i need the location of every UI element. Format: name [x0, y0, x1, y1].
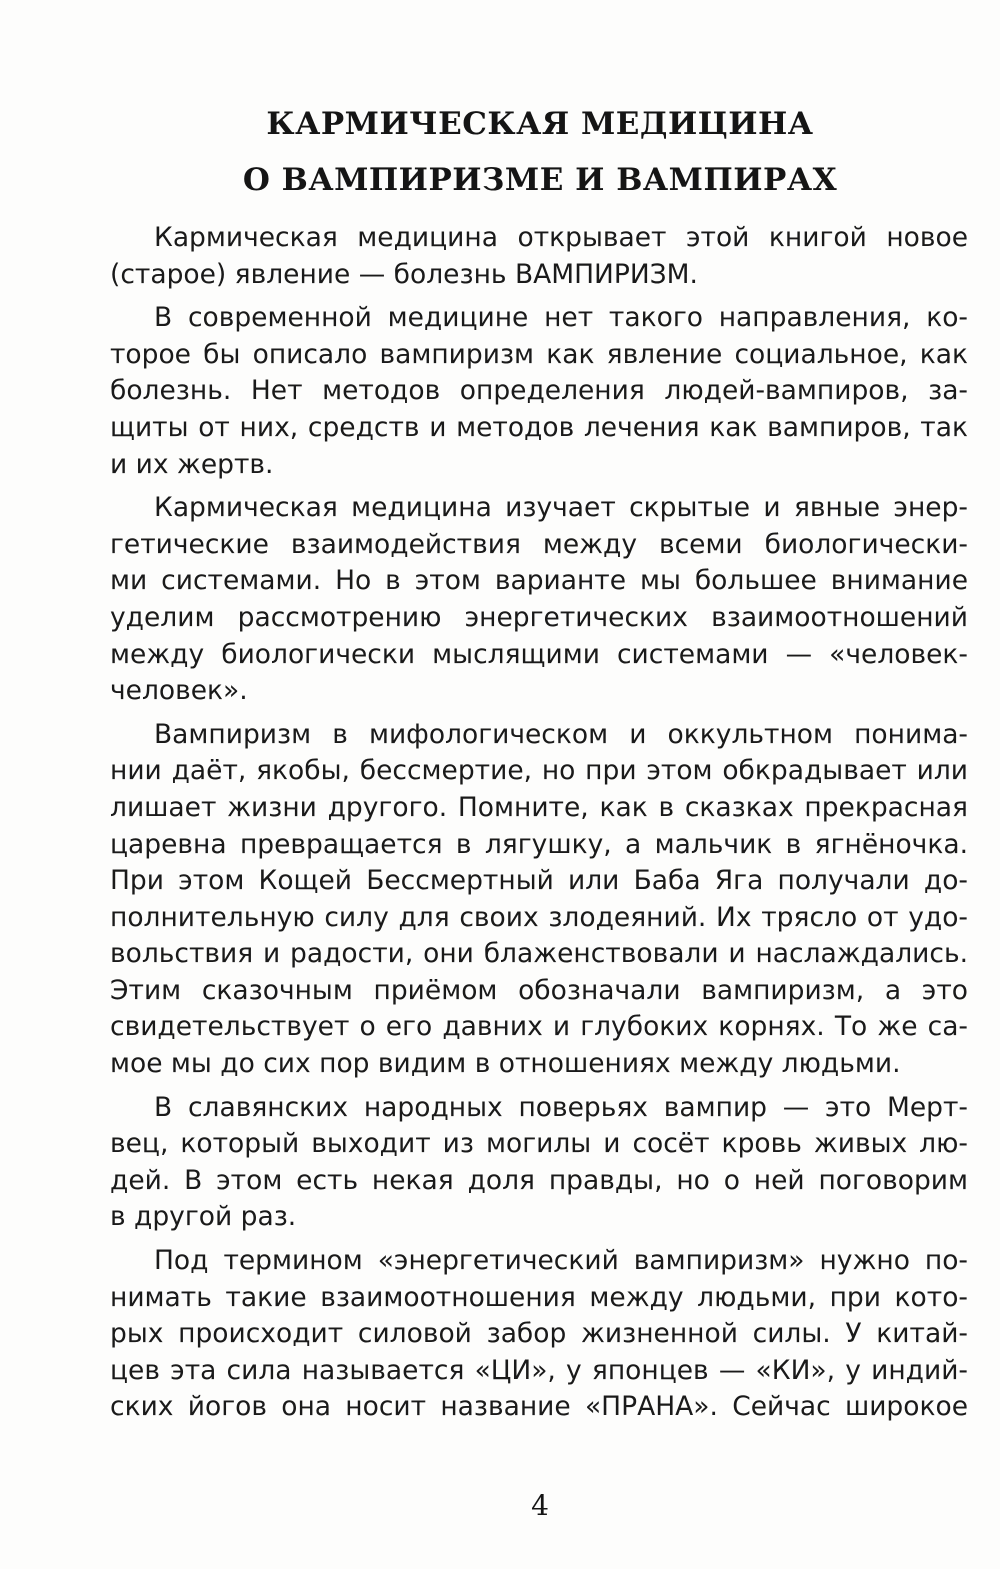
text-line: полнительную силу для своих злодеяний. Их трясло от удо-: [110, 901, 968, 933]
text-line: болезнь. Нет методов определения людей-вампиров, за-: [110, 375, 968, 407]
text-line: (старое) явление — болезнь ВАМПИРИЗМ.: [110, 258, 698, 290]
text-line: лишает жизни другого. Помните, как в сказках прекрасная: [110, 791, 968, 823]
text-line: в другой раз.: [110, 1201, 297, 1233]
text-line: и их жертв.: [110, 448, 274, 480]
text-line: При этом Кощей Бессмертный или Баба Яга получали до-: [110, 865, 968, 897]
text-line: рых происходит силовой забор жизненной силы. У китай-: [110, 1318, 968, 1350]
text-line: Вампиризм в мифологическом и оккультном понима-: [154, 718, 968, 750]
paragraph: [110, 717, 968, 1083]
text-line: В современной медицине нет такого направления, ко-: [154, 302, 968, 334]
text-line: щиты от них, средств и методов лечения как вампиров, так: [110, 411, 968, 443]
chapter-title-line-1: КАРМИЧЕСКАЯ МЕДИЦИНА: [266, 106, 814, 142]
text-line: торое бы описало вампиризм как явление социальное, как: [110, 338, 968, 370]
text-line: ми системами. Но в этом варианте мы большее внимание: [110, 565, 968, 597]
page-number: 4: [531, 1489, 549, 1522]
text-line: В славянских народных поверьях вампир — это Мерт-: [154, 1091, 968, 1123]
text-line: уделим рассмотрению энергетических взаимоотношений: [110, 601, 968, 633]
text-line: свидетельствует о его давних и глубоких корнях. То же са-: [110, 1011, 968, 1043]
text-line: Кармическая медицина изучает скрытые и явные энер-: [154, 492, 968, 524]
text-line: между биологически мыслящими системами — «человек-: [110, 638, 968, 670]
text-line: Этим сказочным приёмом обозначали вампиризм, а это: [110, 974, 968, 1006]
paragraph: [110, 490, 968, 710]
text-line: нии даёт, якобы, бессмертие, но при этом обкрадывает или: [110, 755, 968, 787]
paragraph: [110, 1090, 968, 1236]
text-line: человек».: [110, 675, 248, 707]
text-line: царевна превращается в лягушку, а мальчик в ягнёночка.: [110, 828, 968, 860]
text-line: Кармическая медицина открывает этой книгой новое: [154, 222, 968, 253]
text-line: вец, который выходит из могилы и сосёт кровь живых лю-: [110, 1128, 968, 1160]
chapter-title: [60, 96, 1000, 208]
text-line: ских йогов она носит название «ПРАНА». Сейчас широкое: [110, 1391, 968, 1423]
chapter-title-line-2: О ВАМПИРИЗМЕ И ВАМПИРАХ: [242, 162, 838, 198]
text-line: мое мы до сих пор видим в отношениях между людьми.: [110, 1048, 901, 1080]
text-line: нимать такие взаимоотношения между людьми, при кото-: [110, 1281, 968, 1313]
text-line: гетические взаимодействия между всеми биологически-: [110, 528, 968, 560]
text-line: дей. В этом есть некая доля правды, но о ней поговорим: [110, 1164, 968, 1196]
text-line: вольствия и радости, они блаженствовали и наслаждались.: [110, 938, 968, 970]
body-text: [110, 220, 968, 1433]
paragraph: [110, 220, 968, 293]
paragraph: [110, 300, 968, 483]
text-line: цев эта сила называется «ЦИ», у японцев — «КИ», у индий-: [110, 1354, 968, 1386]
paragraph: [110, 1243, 968, 1426]
text-line: Под термином «энергетический вампиризм» нужно по-: [154, 1245, 968, 1277]
